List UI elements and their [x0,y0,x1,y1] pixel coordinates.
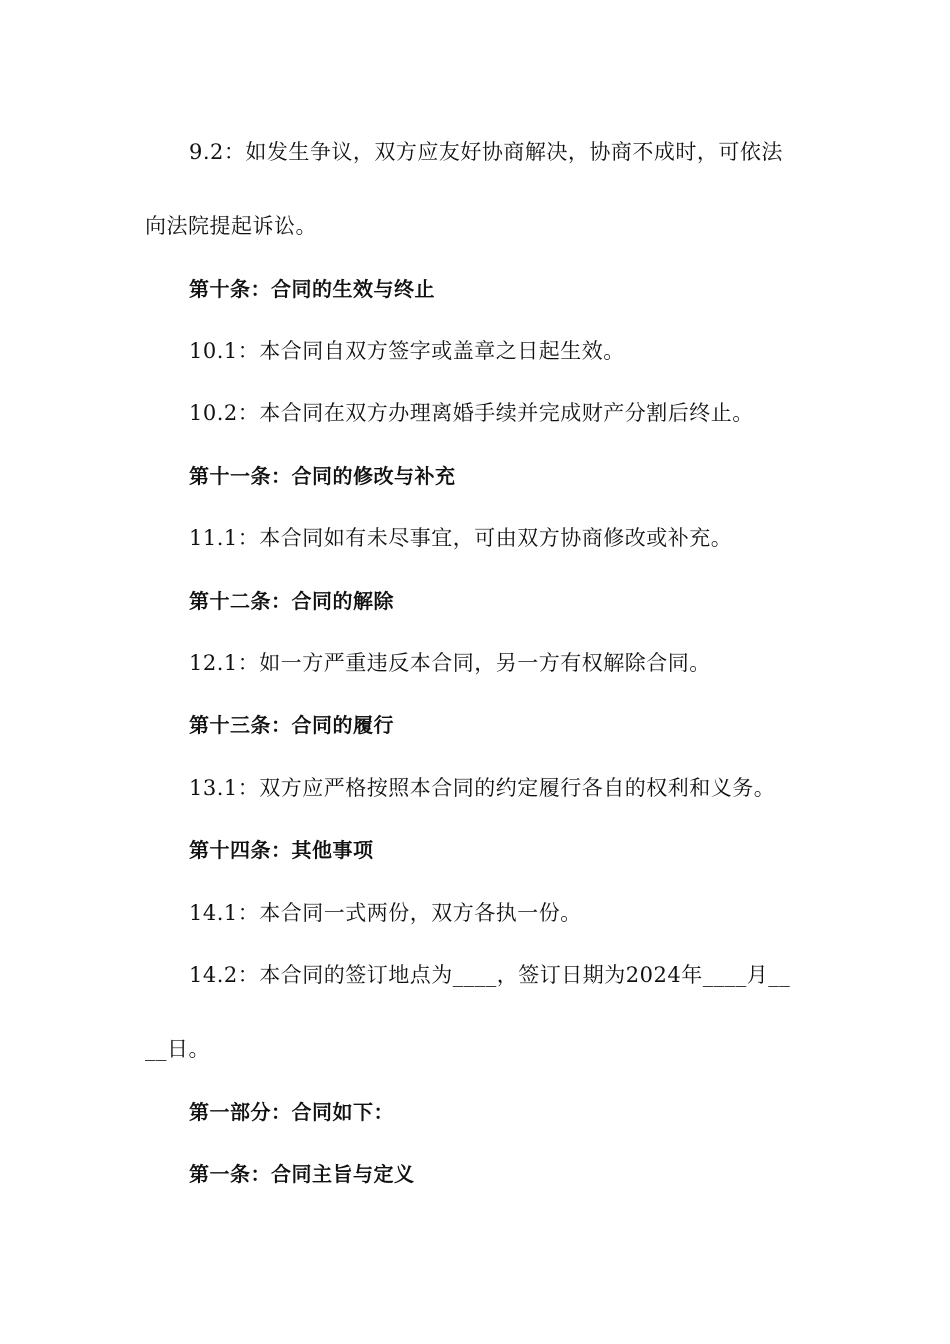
clause-14-1: 14.1：本合同一式两份，双方各执一份。 [189,901,582,925]
clause-9-2-line-1: 9.2：如发生争议，双方应友好协商解决，协商不成时，可依法 [189,140,783,164]
article-1-heading: 第一条：合同主旨与定义 [189,1162,415,1186]
article-11-heading: 第十一条：合同的修改与补充 [189,464,456,488]
article-14-heading: 第十四条：其他事项 [189,838,374,862]
clause-12-1: 12.1：如一方严重违反本合同，另一方有权解除合同。 [189,651,711,675]
article-13-heading: 第十三条：合同的履行 [189,713,394,737]
clause-14-2-line-1: 14.2：本合同的签订地点为____，签订日期为2024年____月__ [189,963,791,987]
clause-13-1: 13.1：双方应严格按照本合同的约定履行各自的权利和义务。 [189,776,776,800]
clause-11-1: 11.1：本合同如有未尽事宜，可由双方协商修改或补充。 [189,526,733,550]
article-10-heading: 第十条：合同的生效与终止 [189,277,435,301]
clause-10-1: 10.1：本合同自双方签字或盖章之日起生效。 [189,339,625,363]
clause-10-2: 10.2：本合同在双方办理离婚手续并完成财产分割后终止。 [189,401,754,425]
clause-14-2-line-2: __日。 [145,1037,210,1061]
clause-9-2-line-2: 向法院提起诉讼。 [145,214,317,238]
article-12-heading: 第十二条：合同的解除 [189,589,394,613]
part-1-heading: 第一部分：合同如下： [189,1100,394,1124]
